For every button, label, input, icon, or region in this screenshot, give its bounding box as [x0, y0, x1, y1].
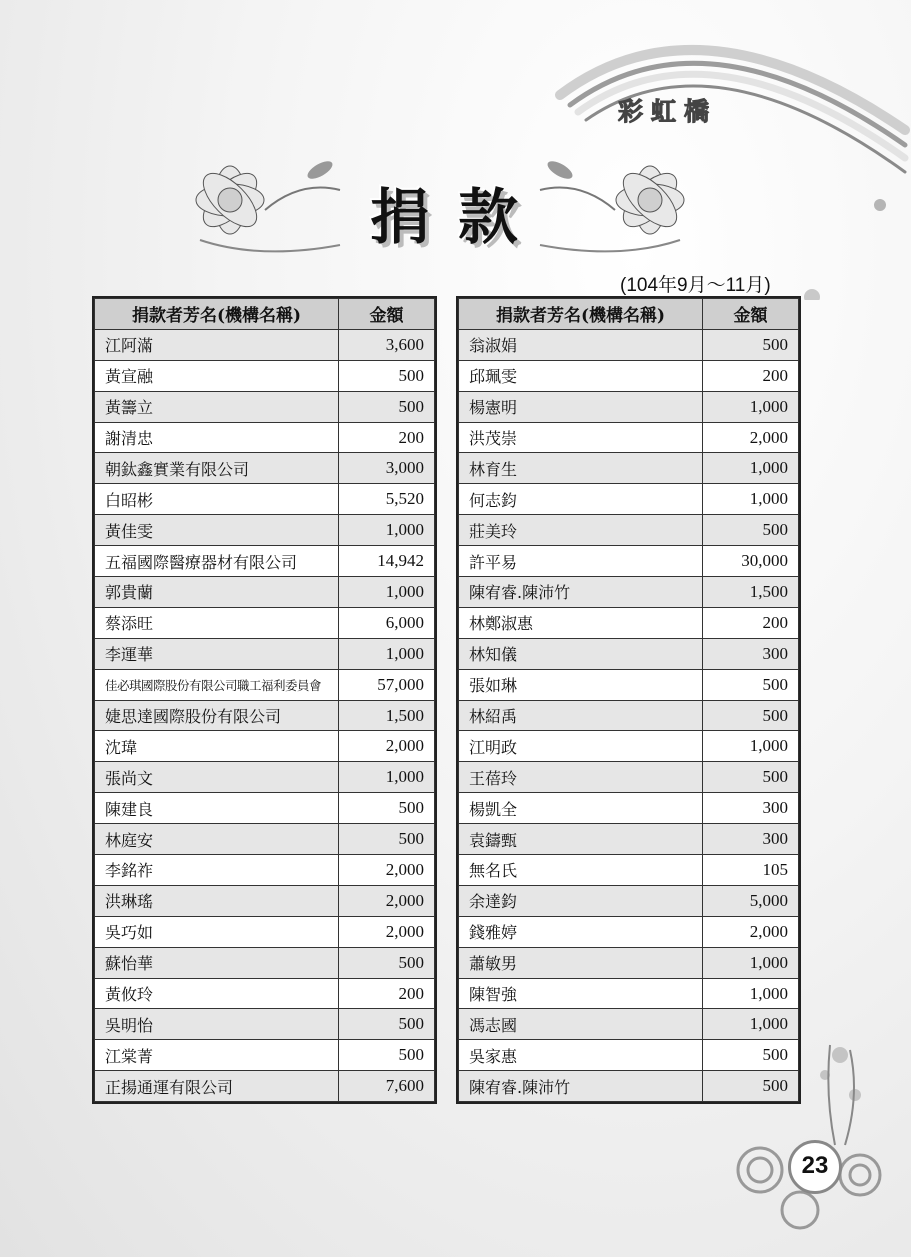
donation-amount: 200: [339, 978, 435, 1009]
donor-name: 朝鈦鑫實業有限公司: [95, 453, 339, 484]
donor-name: 楊凱全: [459, 793, 703, 824]
donation-amount: 1,000: [703, 1009, 799, 1040]
table-row: [95, 329, 435, 360]
table-header-row: [459, 299, 799, 330]
table-row: [459, 669, 799, 700]
donor-name: 陳宥睿.陳沛竹: [459, 577, 703, 608]
donation-amount: 200: [703, 607, 799, 638]
table-row: [459, 793, 799, 824]
donation-period: (104年9月～11月): [620, 275, 771, 296]
table-row: [95, 731, 435, 762]
table-row: [459, 546, 799, 577]
donor-name: 蘇怡華: [95, 947, 339, 978]
donation-amount: 7,600: [339, 1071, 435, 1102]
donor-name: 無名氏: [459, 855, 703, 886]
donor-name: 婕思達國際股份有限公司: [95, 700, 339, 731]
donation-amount: 105: [703, 855, 799, 886]
header-amount: 金額: [339, 299, 435, 330]
donation-amount: 2,000: [339, 855, 435, 886]
donor-name: 蔡添旺: [95, 607, 339, 638]
donation-amount: 300: [703, 793, 799, 824]
donation-amount: 500: [339, 1009, 435, 1040]
donor-name: 何志鈞: [459, 484, 703, 515]
table-row: [459, 762, 799, 793]
donor-name: 馮志國: [459, 1009, 703, 1040]
table-row: [459, 947, 799, 978]
table-row: [95, 978, 435, 1009]
donation-amount: 1,000: [339, 515, 435, 546]
donor-name: 翁淑娟: [459, 329, 703, 360]
table-row: [95, 700, 435, 731]
donation-amount: 500: [339, 391, 435, 422]
table-row: [95, 947, 435, 978]
table-row: [95, 1071, 435, 1102]
donation-amount: 500: [703, 1040, 799, 1071]
table-row: [95, 453, 435, 484]
donor-name: 李運華: [95, 638, 339, 669]
donor-name: 洪琳瑤: [95, 885, 339, 916]
donor-name: 謝清忠: [95, 422, 339, 453]
donor-name: 許平易: [459, 546, 703, 577]
table-row: [459, 422, 799, 453]
table-row: [459, 329, 799, 360]
donor-name: 江阿滿: [95, 329, 339, 360]
table-row: [95, 916, 435, 947]
donation-amount: 1,500: [339, 700, 435, 731]
table-row: [95, 391, 435, 422]
table-row: [95, 422, 435, 453]
donor-name: 袁鑄甄: [459, 824, 703, 855]
table-row: [95, 577, 435, 608]
table-row: [95, 360, 435, 391]
donor-name: 林庭安: [95, 824, 339, 855]
donor-name: 吳家惠: [459, 1040, 703, 1071]
donation-amount: 500: [703, 1071, 799, 1102]
donation-amount: 500: [703, 700, 799, 731]
donor-name: 陳建良: [95, 793, 339, 824]
donor-name: 江棠菁: [95, 1040, 339, 1071]
donation-amount: 5,520: [339, 484, 435, 515]
table-row: [459, 855, 799, 886]
table-row: [459, 391, 799, 422]
donor-name: 邱珮雯: [459, 360, 703, 391]
donation-amount: 500: [339, 793, 435, 824]
donation-amount: 1,000: [703, 453, 799, 484]
table-row: [459, 577, 799, 608]
donor-name: 洪茂崇: [459, 422, 703, 453]
donation-amount: 500: [339, 824, 435, 855]
brand-logo-text: 彩虹橋: [618, 97, 718, 126]
donor-name: 林育生: [459, 453, 703, 484]
table-row: [95, 546, 435, 577]
table-row: [95, 762, 435, 793]
table-row: [95, 607, 435, 638]
donation-amount: 14,942: [339, 546, 435, 577]
donation-amount: 1,500: [703, 577, 799, 608]
table-row: [459, 824, 799, 855]
donor-name: 余達鈞: [459, 885, 703, 916]
donor-name: 五福國際醫療器材有限公司: [95, 546, 339, 577]
table-row: [95, 855, 435, 886]
donation-amount: 6,000: [339, 607, 435, 638]
title-banner: [170, 140, 710, 270]
donation-amount: 200: [339, 422, 435, 453]
donor-name: 林鄭淑惠: [459, 607, 703, 638]
donation-amount: 1,000: [703, 947, 799, 978]
table-row: [459, 978, 799, 1009]
donation-amount: 500: [703, 669, 799, 700]
flower-left-icon: [170, 140, 350, 270]
donor-name: 李銘祚: [95, 855, 339, 886]
table-row: [95, 885, 435, 916]
donation-amount: 30,000: [703, 546, 799, 577]
donation-amount: 300: [703, 824, 799, 855]
table-row: [95, 669, 435, 700]
donation-amount: 200: [703, 360, 799, 391]
donor-name: 蕭敏男: [459, 947, 703, 978]
table-row: [459, 731, 799, 762]
table-row: [95, 824, 435, 855]
donor-name: 黃佳雯: [95, 515, 339, 546]
table-row: [95, 1040, 435, 1071]
donor-name: 張如琳: [459, 669, 703, 700]
donation-amount: 500: [339, 1040, 435, 1071]
donation-amount: 1,000: [339, 577, 435, 608]
table-row: [459, 700, 799, 731]
donor-name: 黃宣融: [95, 360, 339, 391]
donation-amount: 1,000: [339, 638, 435, 669]
table-row: [95, 484, 435, 515]
donation-amount: 5,000: [703, 885, 799, 916]
donation-amount: 2,000: [339, 885, 435, 916]
donor-name: 沈瑋: [95, 731, 339, 762]
table-row: [459, 607, 799, 638]
table-row: [95, 1009, 435, 1040]
donation-amount: 2,000: [339, 731, 435, 762]
donation-amount: 2,000: [703, 916, 799, 947]
donation-amount: 500: [703, 329, 799, 360]
table-row: [459, 360, 799, 391]
donation-amount: 57,000: [339, 669, 435, 700]
donation-amount: 500: [703, 762, 799, 793]
donation-table-left: [94, 298, 435, 1102]
table-header-row: [95, 299, 435, 330]
header-name: 捐款者芳名(機構名稱): [95, 299, 339, 330]
table-row: [95, 515, 435, 546]
donation-amount: 1,000: [703, 391, 799, 422]
donation-amount: 2,000: [339, 916, 435, 947]
table-row: [459, 515, 799, 546]
donor-name: 吳巧如: [95, 916, 339, 947]
donor-name: 莊美玲: [459, 515, 703, 546]
donor-name: 林紹禹: [459, 700, 703, 731]
header-name: 捐款者芳名(機構名稱): [459, 299, 703, 330]
header-amount: 金額: [703, 299, 799, 330]
donor-name: 林知儀: [459, 638, 703, 669]
page-title: 捐款: [370, 183, 546, 253]
donation-amount: 300: [703, 638, 799, 669]
flower-right-icon: [530, 140, 710, 270]
donor-name: 佳必琪國際股份有限公司職工福利委員會: [95, 669, 339, 700]
donor-name: 郭貴蘭: [95, 577, 339, 608]
table-row: [459, 638, 799, 669]
table-row: [459, 916, 799, 947]
donor-name: 陳智強: [459, 978, 703, 1009]
donation-table-right: [458, 298, 799, 1102]
donation-amount: 500: [339, 360, 435, 391]
donation-amount: 1,000: [703, 731, 799, 762]
donation-amount: 2,000: [703, 422, 799, 453]
donor-name: 正揚通運有限公司: [95, 1071, 339, 1102]
table-row: [459, 484, 799, 515]
donor-name: 王蓓玲: [459, 762, 703, 793]
circles-decoration: [730, 1035, 890, 1235]
donation-amount: 500: [703, 515, 799, 546]
donor-name: 張尚文: [95, 762, 339, 793]
donation-amount: 3,600: [339, 329, 435, 360]
donor-name: 陳宥睿.陳沛竹: [459, 1071, 703, 1102]
donor-name: 楊憲明: [459, 391, 703, 422]
donor-name: 黃攸玲: [95, 978, 339, 1009]
donation-amount: 1,000: [339, 762, 435, 793]
table-row: [95, 793, 435, 824]
table-row: [95, 638, 435, 669]
donor-name: 江明政: [459, 731, 703, 762]
donation-amount: 1,000: [703, 978, 799, 1009]
donation-amount: 1,000: [703, 484, 799, 515]
donor-name: 吳明怡: [95, 1009, 339, 1040]
page-number: 23: [788, 1140, 842, 1194]
table-row: [459, 453, 799, 484]
donation-amount: 500: [339, 947, 435, 978]
donor-name: 黃籌立: [95, 391, 339, 422]
donation-amount: 3,000: [339, 453, 435, 484]
table-row: [459, 885, 799, 916]
donor-name: 錢雅婷: [459, 916, 703, 947]
donor-name: 白昭彬: [95, 484, 339, 515]
